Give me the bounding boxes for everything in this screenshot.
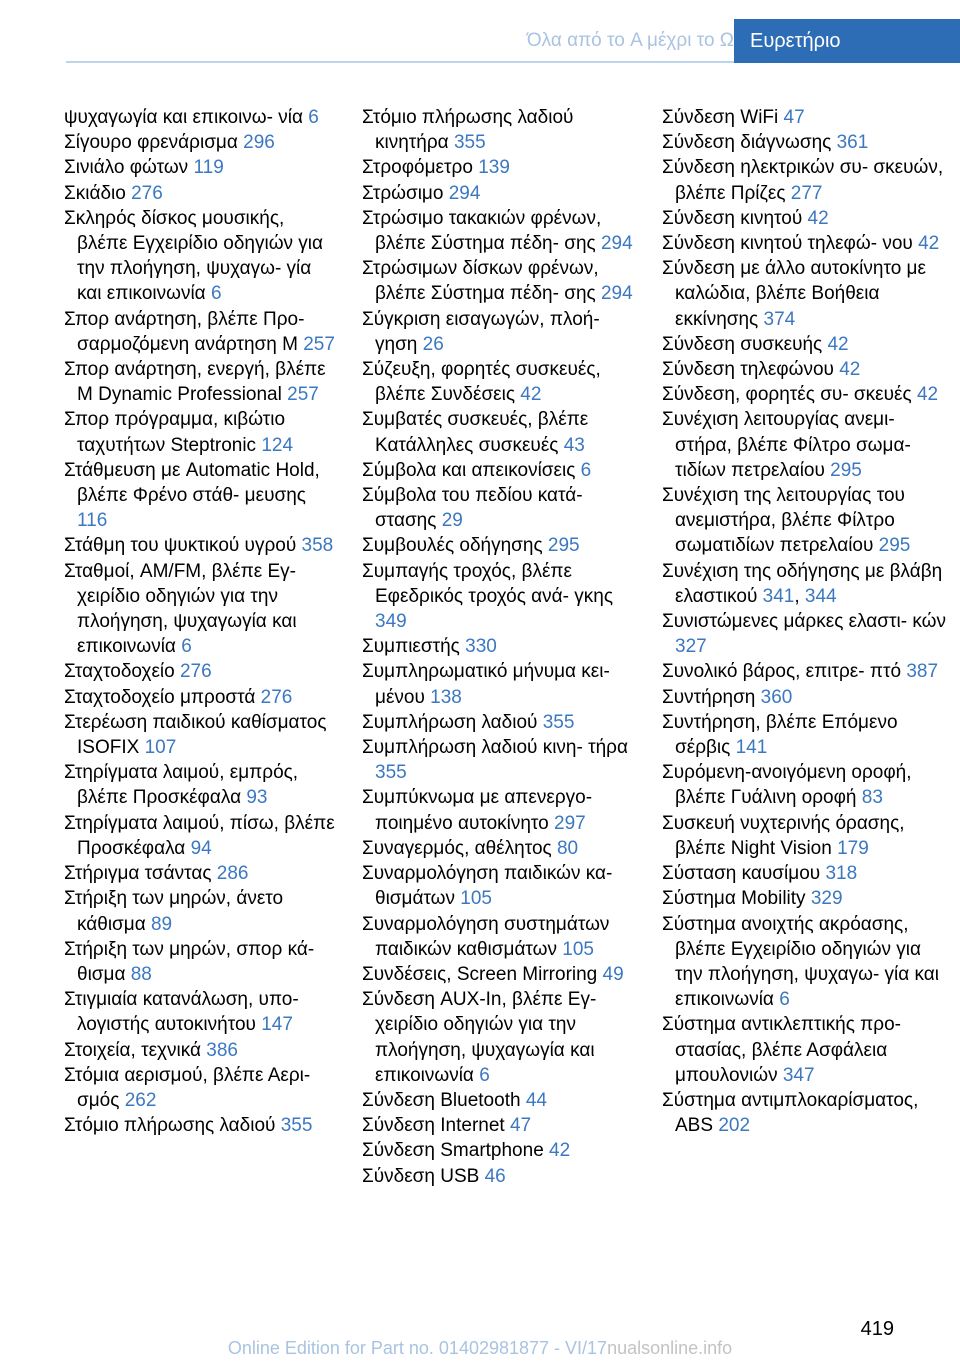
- entry-page-link[interactable]: 355: [280, 1115, 313, 1137]
- entry-term: Συμπιεστής: [362, 636, 466, 658]
- header-section-title: Όλα από το A μέχρι το Ω: [526, 30, 734, 51]
- index-entry: [64, 357, 339, 407]
- entry-term: Σύνδεση κινητού τηλεφώ- νου: [662, 233, 919, 255]
- index-entry: [662, 407, 952, 483]
- index-entry: [662, 760, 952, 810]
- entry-page-link[interactable]: 29: [441, 510, 463, 532]
- entry-page-link[interactable]: 43: [563, 434, 585, 456]
- entry-page-link[interactable]: 355: [542, 711, 575, 733]
- entry-page-link[interactable]: 294: [600, 283, 633, 305]
- entry-page-link[interactable]: 295: [830, 459, 862, 481]
- entry-term: Στερέωση παιδικού καθίσματος ISOFIX: [64, 711, 327, 759]
- index-entry: [362, 634, 637, 659]
- entry-term: Σύστημα ανοιχτής ακρόασης, βλέπε Εγχειρίδιο οδηγιών για την πλοήγηση, ψυχαγω- γία και επικοινωνία: [662, 913, 940, 1011]
- entry-term: Σκληρός δίσκος μουσικής, βλέπε Εγχειρίδιο οδηγιών για την πλοήγηση, ψυχαγω- γία και επικοινωνία: [64, 207, 324, 305]
- entry-page-separator: ,: [794, 585, 805, 607]
- entry-term: Συμπλήρωση λαδιού: [362, 711, 543, 733]
- index-entry: [64, 861, 339, 886]
- entry-term: Σύνδεση Bluetooth: [362, 1089, 526, 1111]
- entry-term: Στηρίγματα λαιμού, εμπρός, βλέπε Προσκέφαλα: [64, 762, 299, 809]
- entry-page-link[interactable]: 116: [77, 510, 108, 532]
- entry-page-link[interactable]: 88: [130, 963, 152, 985]
- entry-page-link[interactable]: 139: [478, 157, 510, 179]
- entry-term: Σπορ ανάρτηση, ενεργή, βλέπε M Dynamic Professional: [64, 359, 326, 406]
- entry-term: Σύσταση καυσίμου: [662, 863, 826, 885]
- entry-page-link[interactable]: 105: [460, 888, 492, 910]
- entry-term: Σύμβολα του πεδίου κατά- στασης: [362, 485, 583, 532]
- index-entry: [64, 181, 339, 206]
- entry-page-link[interactable]: 262: [124, 1089, 157, 1111]
- entry-page-link[interactable]: 276: [179, 661, 212, 683]
- entry-page-link[interactable]: 277: [790, 182, 823, 204]
- entry-page-link[interactable]: 294: [600, 233, 633, 255]
- entry-page-link[interactable]: 179: [837, 837, 869, 859]
- index-entry: [64, 659, 339, 684]
- entry-page-link[interactable]: 89: [150, 913, 173, 935]
- index-entry: [362, 357, 637, 407]
- index-entry: [662, 886, 952, 911]
- entry-page-link[interactable]: 355: [453, 132, 486, 154]
- index-entry: [362, 155, 637, 180]
- entry-page-link[interactable]: 387: [906, 661, 939, 683]
- index-entry: [662, 357, 952, 382]
- entry-term: Συμβουλές οδήγησης: [362, 535, 548, 557]
- entry-term: Σίγουρο φρενάρισμα: [64, 132, 244, 154]
- entry-term: Συναρμολόγηση συστημάτων παιδικών καθισμάτων: [362, 913, 610, 960]
- entry-page-link[interactable]: 296: [243, 132, 275, 154]
- entry-page-link[interactable]: 6: [181, 636, 192, 658]
- entry-page-link[interactable]: 6: [580, 459, 592, 481]
- index-entry: [64, 685, 339, 710]
- entry-term: Συρόμενη-ανοιγόμενη οροφή, βλέπε Γυάλινη οροφή: [662, 762, 912, 809]
- entry-page-link[interactable]: 344: [804, 585, 837, 607]
- index-entry: [64, 533, 339, 558]
- entry-term: Σύστημα αντιμπλοκαρίσματος, ABS: [662, 1089, 919, 1137]
- index-entry: [362, 105, 637, 155]
- page-number: 419: [860, 1318, 894, 1340]
- entry-term: Σύνδεση WiFi: [662, 107, 784, 128]
- entry-term: Συναρμολόγηση παιδικών κα- θισμάτων: [362, 863, 613, 910]
- entry-term: Σύνδεση Smartphone: [362, 1140, 550, 1162]
- entry-term: Σύγκριση εισαγωγών, πλοή- γηση: [362, 308, 600, 355]
- index-entry: [362, 483, 637, 533]
- index-column-1: [64, 105, 339, 1138]
- entry-term: Στιγμιαία κατανάλωση, υπο- λογιστής αυτοκινήτου: [64, 989, 299, 1036]
- entry-term: Σύμβολα και απεικονίσεις: [362, 459, 581, 481]
- index-entry: [362, 206, 637, 256]
- entry-page-link[interactable]: 42: [520, 384, 542, 406]
- entry-page-link[interactable]: 349: [375, 611, 407, 633]
- entry-page-link[interactable]: 49: [602, 963, 624, 985]
- entry-page-link[interactable]: 80: [556, 837, 579, 859]
- entry-term: Συναγερμός, αθέλητος: [362, 837, 557, 859]
- entry-term: Συντήρηση: [662, 686, 761, 708]
- entry-page-link[interactable]: 276: [260, 686, 293, 708]
- entry-page-link[interactable]: 276: [131, 182, 163, 204]
- index-entry: [662, 105, 952, 130]
- entry-term: Σύνδεση AUX-In, βλέπε Εγ- χειρίδιο οδηγιών για την πλοήγηση, ψυχαγωγία και επικοινωνία: [362, 989, 597, 1086]
- index-entry: [362, 659, 637, 709]
- entry-page-link[interactable]: 47: [783, 107, 805, 128]
- entry-page-link[interactable]: 119: [193, 157, 224, 179]
- entry-term: Στρώσιμο: [362, 182, 449, 204]
- entry-page-link[interactable]: 107: [144, 737, 177, 759]
- index-entry: [362, 987, 637, 1088]
- index-entry: [362, 1113, 637, 1138]
- entry-page-link[interactable]: 105: [562, 938, 594, 960]
- entry-term: Συμβατές συσκευές, βλέπε Κατάλληλες συσκευές: [362, 409, 589, 456]
- entry-page-link[interactable]: 141: [735, 737, 768, 759]
- index-entry: [662, 609, 952, 659]
- entry-term: Στήριξη των μηρών, άνετο κάθισμα: [64, 888, 284, 935]
- entry-term: Στόμιο πλήρωσης λαδιού κινητήρα: [362, 107, 574, 154]
- index-entry: [362, 256, 637, 306]
- entry-page-link[interactable]: 386: [206, 1039, 238, 1061]
- entry-term: Στάθμη του ψυκτικού υγρού: [64, 535, 302, 557]
- index-entry: [64, 760, 339, 810]
- entry-page-link[interactable]: 295: [878, 535, 911, 557]
- entry-page-link[interactable]: 42: [839, 359, 861, 381]
- index-entry: [662, 332, 952, 357]
- index-entry: [662, 382, 952, 407]
- index-entry: [662, 483, 952, 559]
- entry-term: Συνδέσεις, Screen Mirroring: [362, 963, 603, 985]
- index-entry: [64, 1063, 339, 1113]
- entry-page-link[interactable]: 6: [308, 107, 319, 128]
- entry-term: Συμπληρωματικό μήνυμα κει- μένου: [362, 661, 610, 708]
- index-entry: [662, 559, 952, 609]
- index-entry: [362, 836, 637, 861]
- index-entry: [64, 307, 339, 357]
- entry-page-link[interactable]: 83: [861, 787, 883, 809]
- entry-page-link[interactable]: 341: [762, 585, 795, 607]
- footer-edition: Online Edition for Part no. 01402981877 - VI/17: [227, 1338, 608, 1358]
- entry-term: Στόμια αερισμού, βλέπε Αερι- σμός: [64, 1064, 311, 1111]
- index-entry: [362, 1164, 637, 1189]
- entry-term: Συνέχιση της λειτουργίας του ανεμιστήρα, βλέπε Φίλτρο σωματιδίων πετρελαίου: [662, 485, 905, 557]
- index-entry: [64, 710, 339, 760]
- entry-term: Σύνδεση ηλεκτρικών συ- σκευών, βλέπε Πρίζες: [662, 157, 944, 204]
- entry-page-link[interactable]: 42: [549, 1140, 571, 1162]
- entry-term: Συμπλήρωση λαδιού κινη- τήρα: [362, 737, 628, 759]
- entry-term: Στήριγμα τσάντας: [64, 863, 217, 885]
- entry-page-link[interactable]: 329: [810, 888, 843, 910]
- entry-term: Συνιστώμενες μάρκες ελαστι- κών: [662, 611, 946, 633]
- index-entry: [362, 710, 637, 735]
- index-entry: [64, 886, 339, 936]
- entry-term: Σύνδεση τηλεφώνου: [662, 359, 840, 381]
- index-entry: [362, 181, 637, 206]
- entry-term: Στόμιο πλήρωσης λαδιού: [64, 1115, 281, 1137]
- index-entry: [64, 407, 339, 457]
- entry-term: Σινιάλο φώτων: [64, 157, 194, 179]
- entry-page-link[interactable]: 330: [465, 636, 497, 658]
- index-entry: [662, 256, 952, 332]
- entry-page-link[interactable]: 257: [303, 333, 335, 355]
- index-entry: [662, 685, 952, 710]
- index-entry: [662, 1088, 952, 1138]
- index-entry: [362, 458, 637, 483]
- index-entry: [662, 811, 952, 861]
- index-entry: [662, 231, 952, 256]
- entry-term: Συνέχιση της οδήγησης με βλάβη ελαστικού: [662, 560, 943, 607]
- index-entry: [662, 861, 952, 886]
- index-entry: [362, 1138, 637, 1163]
- index-entry: [662, 155, 952, 205]
- entry-term: Στρώσιμο τακακιών φρένων, βλέπε Σύστημα πέδη- σης: [362, 207, 602, 255]
- index-entry: [662, 659, 952, 684]
- index-column-2: [362, 105, 637, 1189]
- entry-term: Σύζευξη, φορητές συσκευές, βλέπε Συνδέσεις: [362, 359, 601, 406]
- index-entry: [64, 559, 339, 660]
- entry-term: Σταθμοί, AM/FM, βλέπε Εγ- χειρίδιο οδηγιών για την πλοήγηση, ψυχαγωγία και επικοινωνία: [64, 560, 297, 658]
- entry-page-link[interactable]: 295: [547, 535, 580, 557]
- entry-term: Σύνδεση διάγνωσης: [662, 132, 837, 154]
- entry-page-link[interactable]: 202: [718, 1115, 751, 1137]
- entry-page-link[interactable]: 286: [216, 863, 249, 885]
- entry-term: Σύνδεση συσκευής: [662, 333, 828, 355]
- footer: [0, 1338, 960, 1359]
- entry-page-link[interactable]: 6: [210, 283, 222, 305]
- index-column-3: [662, 105, 952, 1138]
- entry-page-link[interactable]: 374: [763, 308, 796, 330]
- header-index-tab[interactable]: Ευρετήριο: [734, 19, 960, 63]
- entry-page-link[interactable]: 297: [554, 812, 586, 834]
- entry-term: Συσκευή νυχτερινής όρασης, βλέπε Night Vision: [662, 812, 905, 859]
- entry-page-link[interactable]: 44: [525, 1089, 547, 1111]
- index-entry: [64, 1038, 339, 1063]
- entry-page-link[interactable]: 347: [782, 1064, 815, 1086]
- entry-term: Σπορ πρόγραμμα, κιβώτιο ταχυτήτων Steptronic: [64, 409, 286, 456]
- entry-term: Σταχτοδοχείο: [64, 661, 180, 683]
- entry-term: Στρώσιμων δίσκων φρένων, βλέπε Σύστημα πέδη- σης: [362, 258, 601, 305]
- entry-page-link[interactable]: 47: [509, 1115, 532, 1137]
- entry-page-link[interactable]: 358: [301, 535, 334, 557]
- index-entry: [362, 735, 637, 785]
- entry-page-link[interactable]: 355: [375, 762, 407, 784]
- entry-page-link[interactable]: 26: [422, 333, 444, 355]
- entry-term: Σύνδεση Internet: [362, 1115, 510, 1137]
- entry-term: Σκιάδιο: [64, 182, 132, 204]
- index-entry: [662, 912, 952, 1013]
- index-entry: [64, 155, 339, 180]
- entry-page-link[interactable]: 318: [825, 863, 858, 885]
- entry-term: Σταχτοδοχείο μπροστά: [64, 686, 261, 708]
- entry-page-link[interactable]: 6: [779, 989, 790, 1011]
- entry-term: Συμπύκνωμα με απενεργο- ποιημένο αυτοκίνητο: [362, 787, 593, 834]
- entry-term: Σύνδεση κινητού: [662, 207, 808, 229]
- entry-page-link[interactable]: 93: [246, 787, 268, 809]
- index-entry: [362, 912, 637, 962]
- index-entry: [662, 206, 952, 231]
- entry-page-link[interactable]: 42: [916, 384, 939, 406]
- entry-term: Συνολικό βάρος, επιτρε- πτό: [662, 661, 907, 683]
- entry-term: Συμπαγής τροχός, βλέπε Εφεδρικός τροχός ανά- γκης: [362, 560, 613, 607]
- index-entry: [362, 533, 637, 558]
- entry-term: Σύνδεση, φορητές συ- σκευές: [662, 384, 917, 406]
- index-entry: [362, 785, 637, 835]
- entry-page-link[interactable]: 46: [484, 1165, 506, 1187]
- index-entry-continued: [64, 105, 339, 130]
- entry-term: Σύστημα αντικλεπτικής προ- στασίας, βλέπε Ασφάλεια μπουλονιών: [662, 1014, 901, 1086]
- entry-term: Στήριξη των μηρών, σπορ κά- θισμα: [64, 938, 315, 985]
- entry-term: Στάθμευση με Automatic Hold, βλέπε Φρένο στάθ- μευσης: [64, 459, 320, 507]
- entry-page-link[interactable]: 360: [760, 686, 793, 708]
- index-entry: [64, 937, 339, 987]
- index-entry: [362, 962, 637, 987]
- entry-page-link[interactable]: 138: [430, 686, 462, 708]
- entry-page-link[interactable]: 147: [261, 1014, 293, 1036]
- index-entry: [64, 206, 339, 307]
- entry-term: Συντήρηση, βλέπε Επόμενο σέρβις: [662, 711, 898, 759]
- index-entry: [64, 130, 339, 155]
- entry-term: Σύνδεση με άλλο αυτοκίνητο με καλώδια, βλέπε Βοήθεια εκκίνησης: [662, 258, 926, 330]
- index-entry: [362, 1088, 637, 1113]
- index-entry: [64, 1113, 339, 1138]
- entry-term: Στοιχεία, τεχνικά: [64, 1039, 207, 1061]
- entry-page-link[interactable]: 124: [261, 434, 294, 456]
- entry-term: Σύστημα Mobility: [662, 888, 811, 910]
- index-entry: [362, 307, 637, 357]
- entry-term: Σπορ ανάρτηση, βλέπε Προ- σαρμοζόμενη ανάρτηση M: [64, 308, 305, 355]
- index-entry: [64, 458, 339, 534]
- index-entry: [662, 710, 952, 760]
- entry-term: ψυχαγωγία και επικοινω- νία: [64, 107, 309, 128]
- index-entry: [662, 1012, 952, 1088]
- entry-page-link[interactable]: 6: [479, 1064, 490, 1086]
- entry-page-link[interactable]: 294: [448, 182, 481, 204]
- entry-page-link[interactable]: 94: [190, 837, 212, 859]
- index-entry: [362, 861, 637, 911]
- index-entry: [64, 811, 339, 861]
- entry-page-link[interactable]: 257: [287, 384, 319, 406]
- entry-page-link[interactable]: 361: [836, 132, 869, 154]
- entry-term: Συνέχιση λειτουργίας ανεμι- στήρα, βλέπε Φίλτρο σωμα- τιδίων πετρελαίου: [662, 409, 911, 481]
- entry-page-link[interactable]: 42: [918, 233, 940, 255]
- index-entry: [362, 559, 637, 635]
- entry-page-link[interactable]: 42: [807, 207, 829, 229]
- entry-term: Σύνδεση USB: [362, 1165, 485, 1187]
- index-entry: [662, 130, 952, 155]
- entry-page-link[interactable]: 327: [675, 636, 707, 658]
- entry-term: Στροφόμετρο: [362, 157, 479, 179]
- entry-page-link[interactable]: 42: [827, 333, 849, 355]
- index-entry: [64, 987, 339, 1037]
- entry-term: Στηρίγματα λαιμού, πίσω, βλέπε Προσκέφαλα: [64, 812, 335, 859]
- index-entry: [362, 407, 637, 457]
- footer-watermark: nualsonline.info: [607, 1338, 733, 1358]
